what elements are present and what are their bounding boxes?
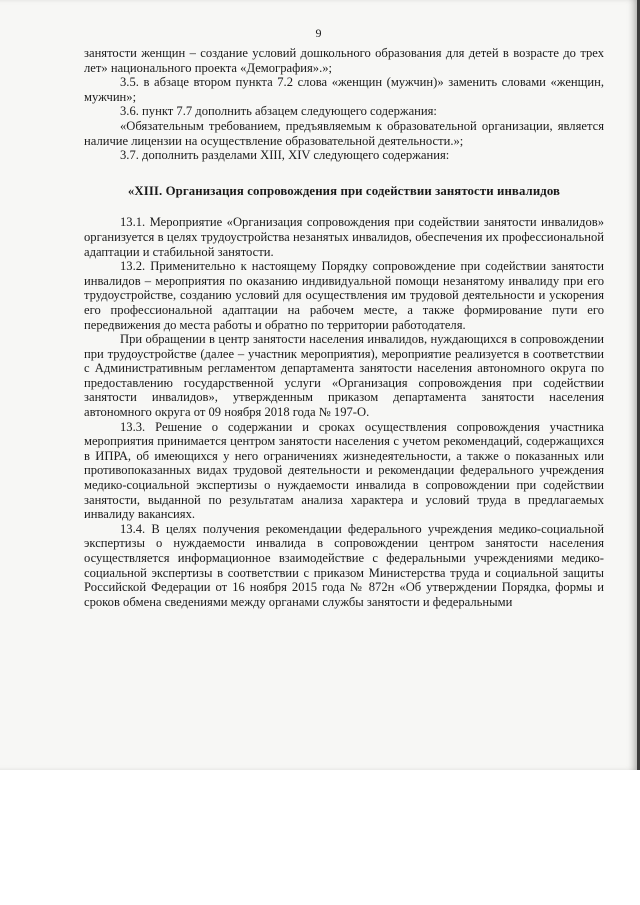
- paragraph: 13.2. Применительно к настоящему Порядку сопровождение при содействии занятости инвалидов – мероприятия по оказанию индивидуальной помощи незанятому инвалиду при его трудоустройстве, созданию условий для осуществления им трудовой деятельности и ускорения его профессиональной адаптации на рабочем месте, а также формирование пути его передвижения до места работы и обратно по территории работодателя.: [84, 259, 604, 332]
- paragraph: 3.7. дополнить разделами XIII, XIV следующего содержания:: [120, 148, 450, 163]
- paragraph: 13.4. В целях получения рекомендации федерального учреждения медико-социальной экспертизы о нуждаемости инвалида в сопровождении центром занятости населения осуществляется информационное взаимодействие с федеральными учреждениями медико-социальной экспертизы в соответствии с приказом Министерства труда и социальной защиты Российской Федерации от 16 ноября 2015 года № 872н «Об утверждении Порядка, формы и сроков обмена сведениями между органами службы занятости и федеральными: [84, 521, 604, 609]
- section-heading: «XIII. Организация сопровождения при содействии занятости инвалидов: [127, 183, 561, 198]
- paragraph: 3.5. в абзаце втором пункта 7.2 слова «женщин (мужчин)» заменить словами «женщин, мужчин»;: [84, 75, 604, 104]
- document-body: [84, 46, 604, 609]
- paragraph: 13.3. Решение о содержании и сроках осуществления сопровождения участника мероприятия принимается центром занятости населения с учетом рекомендаций, содержащихся в ИПРА, об имеющихся у него ограничениях жизнедеятельности, а также о показанных или противопоказанных видах трудовой деятельности и рекомендации федерального учреждения медико-социальной экспертизы о нуждаемости инвалида в сопровождении при содействии занятости, выданной по результатам анализа характера и условий труда в предлагаемых инвалиду вакансиях.: [84, 419, 604, 522]
- paragraph: 13.1. Мероприятие «Организация сопровождения при содействии занятости инвалидов» организуется в целях трудоустройства незанятых инвалидов, обеспечения их профессиональной адаптации и стабильной занятости.: [84, 215, 604, 259]
- paragraph: занятости женщин – создание условий дошкольного образования для детей в возрасте до трех лет» национального проекта «Демография».»;: [84, 46, 604, 75]
- paragraph: 3.6. пункт 7.7 дополнить абзацем следующего содержания:: [120, 104, 437, 119]
- paragraph: «Обязательным требованием, предъявляемым к образовательной организации, является наличие лицензии на осуществление образовательной деятельности.»;: [84, 118, 604, 148]
- paragraph: При обращении в центр занятости населения инвалидов, нуждающихся в сопровождении при трудоустройстве (далее – участник мероприятия), мероприятие реализуется в соответствии с Административным регламентом департамента занятости населения автономного округа по предоставлению государственной услуги «Организация сопровождения при содействии занятости инвалидов», утвержденным приказом департамента занятости населения автономного округа от 09 ноября 2018 года № 197-О.: [84, 332, 604, 420]
- page-number: 9: [315, 26, 322, 40]
